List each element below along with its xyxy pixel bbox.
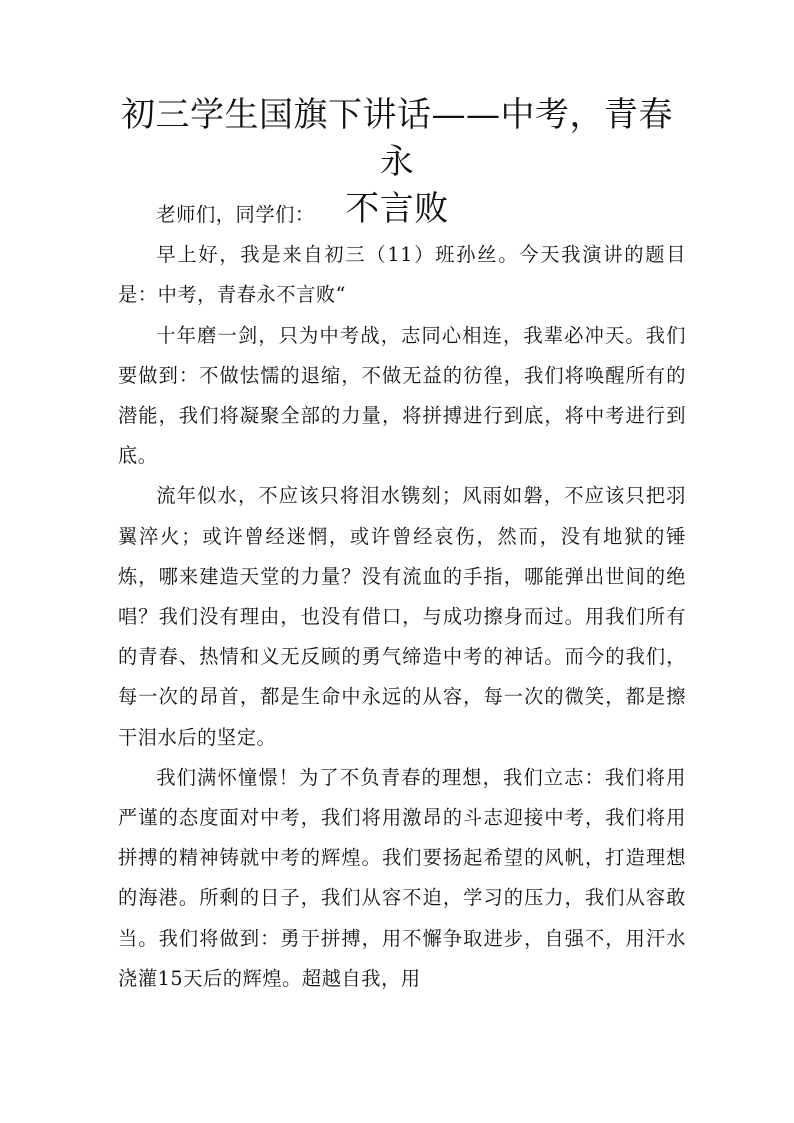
title-line-1: 初三学生国旗下讲话——中考，青春永 — [121, 95, 673, 182]
paragraph-aspiration: 我们满怀憧憬！为了不负青春的理想，我们立志：我们将用严谨的态度面对中考，我们将用激昂的斗志迎接中考，我们将用拼搏的精神铸就中考的辉煌。我们要扬起希望的风帆，打造理想的海港。所剩的日子，我们从容不迫，学习的压力，我们从容敢当。我们将做到：勇于拼搏，用不懈争取进步，自强不，用汗水浇灌15天后的辉煌。超越自我，用 — [118, 765, 686, 990]
paragraph-greeting: 老师们，同学们： — [156, 203, 315, 226]
paragraph-introduction: 早上好，我是来自初三（11）班孙丝。今天我演讲的题目是：中考，青春永不言败“ — [118, 243, 686, 307]
title-line-2: 不言败 — [345, 189, 449, 229]
paragraph-resolve: 十年磨一剑，只为中考战，志同心相连，我辈必冲天。我们要做到：不做怯懦的退缩，不做无益的彷徨，我们将唤醒所有的潜能，我们将凝聚全部的力量，将拼搏进行到底，将中考进行到底。 — [118, 323, 686, 468]
document-body — [118, 195, 686, 999]
paragraph-perseverance: 流年似水，不应该只将泪水镌刻；风雨如磐，不应该只把羽翼淬火；或许曾经迷惘，或许曾经哀伤，然而，没有地狱的锤炼，哪来建造天堂的力量？没有流血的手指，哪能弹出世间的绝唱？我们没有理由，也没有借口，与成功擦身而过。用我们所有的青春、热情和义无反顾的勇气缔造中考的神话。而今的我们，每一次的昂首，都是生命中永远的从容，每一次的微笑，都是擦干泪水后的坚定。 — [118, 484, 686, 749]
